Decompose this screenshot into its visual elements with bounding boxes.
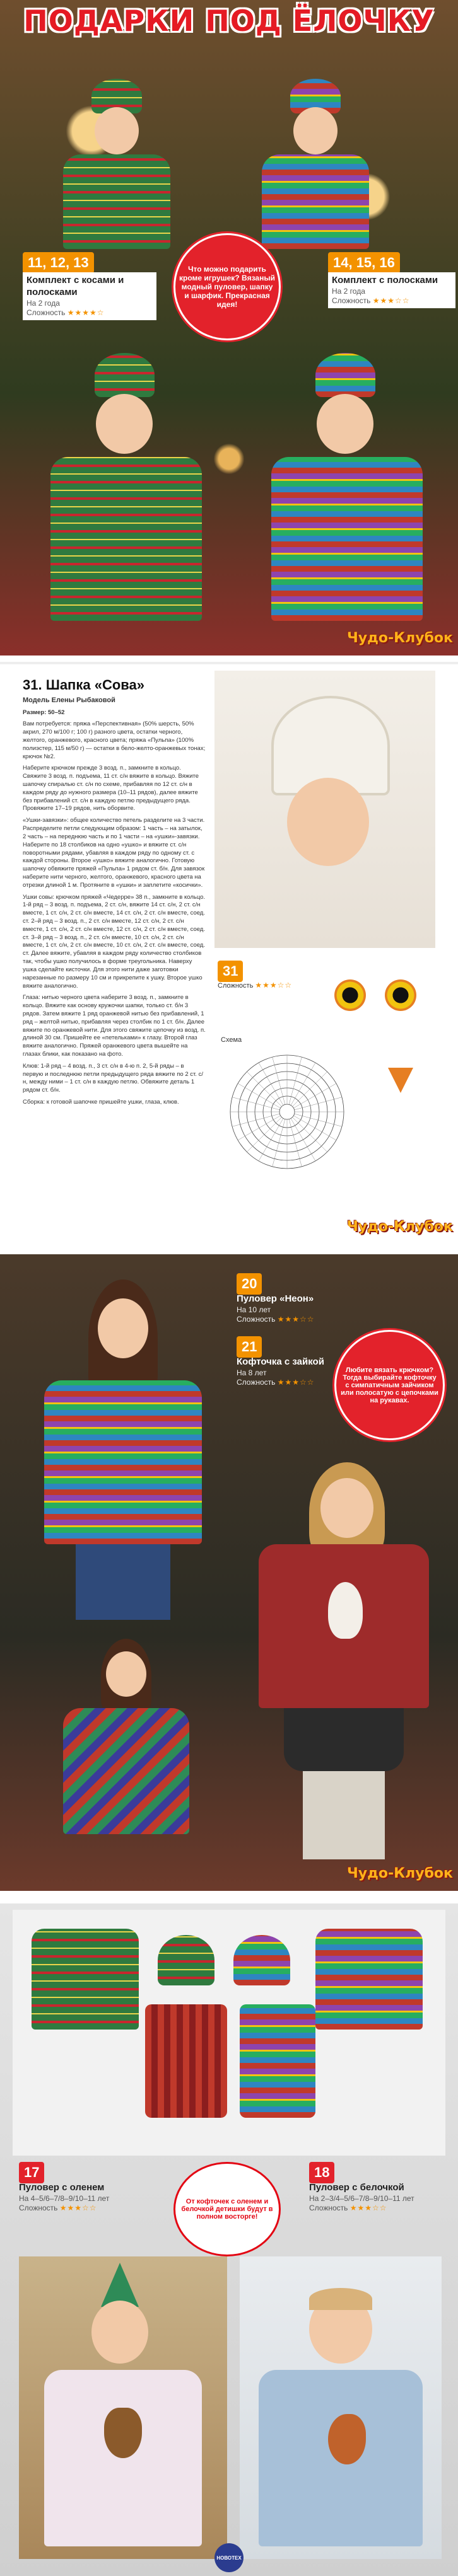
complexity-label: Сложность — [19, 2203, 58, 2212]
complexity-label: Сложность — [218, 982, 254, 990]
owl-size: Размер: 50–52 — [23, 708, 65, 716]
flat-hat-2 — [233, 1935, 290, 1985]
face — [293, 107, 338, 154]
set2-name: Комплект с полосками — [332, 275, 438, 286]
complexity-label: Сложность — [237, 1377, 276, 1387]
photo-owl-eyes — [328, 967, 429, 1036]
owl-base: Наберите крючком прежде 3 возд. п., замкните в кольцо. Свяжите 3 возд. п. подъема, 11 ст. с/н вяжите в кольцо. Вяжите шапочку спиралью ст. с/н по схеме, прибавляя по 12 ст. с/н в каждом ряду до нужного размера (10–11 рядов), далее вяжите без прибавлений ст. с/н в каждую петлю предыдущего ряда. Провяжите 17–19 рядов, нить оборвите. — [23, 765, 199, 812]
complexity-stars: ★★★★☆ — [67, 308, 105, 317]
set2-number-badge: 14, 15, 16 — [328, 252, 400, 274]
page-1 — [0, 0, 458, 656]
scheme-stitch-line — [247, 1117, 281, 1152]
owl-title: Шапка «Сова» — [45, 677, 144, 693]
deer-complexity — [19, 2203, 158, 2213]
complexity-stars: ★★★☆☆ — [59, 2203, 97, 2212]
chevron-sweater — [63, 1708, 189, 1834]
owl-model: Модель Елены Рыбаковой — [23, 696, 115, 704]
speech-bubble-crochet: Любите вязать крючком? Тогда выбирайте кофточку с симпатичным зайчиком или полосатую с цепочками на рукавах. — [334, 1330, 445, 1440]
flat-sweater-2 — [315, 1929, 423, 2030]
eye-left — [334, 979, 366, 1011]
owl-assembly: Сборка: к готовой шапочке пришейте ушки, глаза, клюв. — [23, 1099, 179, 1106]
sweater — [262, 154, 369, 249]
deer-sweater — [44, 2370, 202, 2546]
owl-number: 31. — [23, 677, 42, 693]
neon-age: На 10 лет — [237, 1305, 271, 1314]
bunny-complexity — [237, 1378, 325, 1387]
complexity-label: Сложность — [309, 2203, 348, 2212]
neon-number-badge: 20 — [237, 1273, 262, 1295]
face — [287, 778, 369, 866]
set2-caption — [328, 272, 455, 308]
page-2 — [0, 662, 458, 1244]
complexity-stars: ★★★☆☆ — [277, 1377, 315, 1387]
bunny-caption — [237, 1356, 325, 1387]
squirrel-sweater — [259, 2370, 423, 2546]
photo-kid-2 — [227, 54, 429, 249]
photo-owl-beak — [372, 1055, 429, 1112]
crochet-scheme — [221, 1046, 353, 1178]
hair — [309, 2288, 372, 2310]
scheme-stitch-line — [292, 1117, 327, 1152]
face — [96, 394, 153, 454]
set1-name: Комплект с косами и полосками — [26, 275, 124, 297]
photo-flatlay — [13, 1910, 445, 2156]
photo-deer-girl — [19, 2256, 227, 2559]
speech-bubble-gift-idea: Что можно подарить кроме игрушек? Вязаный модный пуловер, шапку и шарфик. Прекрасная идея! — [173, 233, 281, 340]
photo-kid-4 — [246, 340, 442, 637]
flat-hat-1 — [158, 1935, 214, 1985]
squirrel-caption — [309, 2182, 448, 2213]
page-4 — [0, 1903, 458, 2576]
watermark: Чудо-Клубок — [347, 1866, 453, 1881]
face — [106, 1651, 146, 1697]
face — [320, 1478, 373, 1538]
set1-number-badge: 11, 12, 13 — [23, 252, 94, 274]
speech-bubble-deer-squirrel: От кофточек с оленем и белочкой детишки будут в полном восторге! — [173, 2162, 281, 2256]
owl-ties: «Ушки-завязки»: общее количество петель разделите на 3 части. Распределите петли следующим образом: 1 часть – на затылок, 2 часть – на переднюю часть и по 1 части – на «ушки»-завязки. Наберите по 18 столбиков на одно «ушко» и вяжите ст. с/н поворотными рядами, убавляя в каждом ряду по одному ст. с каждой стороны. Второе «ушко» вяжите аналогично. Готовую шапочку обвяжите пряжей «Пульпа» 1 рядом ст. б/н. Для завязок наберите нити черного, желтого, оранжевого, красного цвета на отрезки длиной 1 м. Протяните в «ушки» и заплетите «косички». — [23, 817, 205, 889]
sweater — [63, 154, 170, 249]
scheme-stitch-line — [292, 1071, 327, 1106]
squirrel-number-badge: 18 — [309, 2162, 334, 2183]
scheme-stitch-line — [247, 1071, 281, 1106]
squirrel-age: На 2–3/4–5/6–7/8–9/10–11 лет — [309, 2193, 414, 2203]
skirt — [284, 1708, 404, 1771]
bunny-name: Кофточка с зайкой — [237, 1356, 324, 1367]
bunny-motif — [328, 1582, 363, 1639]
squirrel-complexity — [309, 2203, 448, 2213]
set1-caption — [23, 272, 156, 320]
set1-complexity — [26, 308, 153, 318]
photo-neon-girl — [19, 1267, 227, 1620]
face — [95, 107, 139, 154]
complexity-stars: ★★★☆☆ — [255, 981, 293, 990]
complexity-stars: ★★★☆☆ — [372, 296, 410, 305]
page-title: ПОДАРКИ ПОД ЁЛОЧКУ — [23, 4, 435, 38]
complexity-label: Сложность — [332, 296, 371, 305]
owl-badge: 31 — [218, 961, 243, 982]
set2-complexity — [332, 296, 452, 306]
hat — [95, 353, 155, 397]
hat — [315, 353, 375, 397]
bunny-sweater — [259, 1544, 429, 1708]
face — [91, 2301, 148, 2364]
owl-complexity — [218, 981, 292, 991]
deer-motif — [104, 2408, 142, 2458]
complexity-label: Сложность — [26, 308, 66, 317]
squirrel-name: Пуловер с белочкой — [309, 2182, 404, 2193]
deer-name: Пуловер с оленем — [19, 2182, 105, 2193]
deer-age: На 4–5/6–7/8–9/10–11 лет — [19, 2193, 110, 2203]
beak — [388, 1068, 413, 1093]
neon-name: Пуловер «Неон» — [237, 1293, 314, 1304]
sweater — [44, 1380, 202, 1544]
owl-instructions — [23, 676, 206, 1111]
sweater — [50, 457, 202, 621]
owl-materials: Вам потребуется: пряжа «Перспективная» (50% шерсть, 50% акрил, 270 м/100 г; 100 г) разного цвета, остатки черного, желтого, оранжевого, красного цвета; пряжа «Пульпа» (100% полиэстер, 115 м/50 г) — остатки в бело-желто-оранжевых тонах; крючок №2. — [23, 720, 206, 760]
eye-right — [385, 979, 416, 1011]
bunny-number-badge: 21 — [237, 1336, 262, 1358]
bunny-age: На 8 лет — [237, 1368, 267, 1377]
owl-beak: Клюв: 1-й ряд – 4 возд. п., 3 ст. с/н в 4-ю п. 2, 5-й ряды – в первую и последнюю петли предыдущего ряда вяжите по 2 ст. с/н, между ними – 1 ст. с/н в каждую петлю. Обвяжите деталь 1 рядом ст. б/н. — [23, 1062, 203, 1094]
deer-number-badge: 17 — [19, 2162, 44, 2183]
owl-ears: Ушки совы: крючком пряжей «Чедерре» 38 п., замкните в кольцо. 1-й ряд – 3 возд. п. подъема, 2 ст. с/н, вяжите 14 ст. с/н, 2 ст. с/н вместе, 1 ст. с/н, 2 ст. с/н вместе, 14 ст. с/н, 2 ст. с/н вместе, соед. ст. 2–й ряд – 3 возд. п., 2 ст. с/н вместе, 12 ст. с/н, 2 ст. с/н вместе, 1 ст. с/н, 2 ст. с/н вместе, 12 ст. с/н, 2 ст. с/н вместе, соед. ст. 3–й ряд – 3 возд. п., 2 ст. с/н вместе, 10 ст. с/н, 2 ст. с/н вместе, 1 ст. с/н, 2 ст. с/н вместе, 10 ст. с/н, 2 ст. с/н вместе, соед. ст. Далее вяжите, убавляя в каждом ряду количество столбиков так, чтобы ушко получилось в форме треугольника. Наверху ушка сделайте кисточки. Для этого нити даже заготовки нарезанные по размеру 10 см и прикрепите к ушку. Второе ушко вяжите аналогично. — [23, 893, 206, 990]
complexity-stars: ★★★☆☆ — [349, 2203, 387, 2212]
owl-eyes: Глаза: нитью черного цвета наберите 3 возд. п., замкните в кольцо. Вяжите как основу кружочки шапки, только ст. б/н 3 рядов. Затем вяжите 1 ряд оранжевой нитью без прибавлений, 1 ряд – желтой нитью, прибавляя через столбик по 1 ст. б/н. Далее вяжите по оранжевой нити. Для этого свяжите цепочку из возд. п. длиной 30 см. Пришейте ее «петельками» к глазу. Второй глаз вяжите аналогично. Пряжей оранжевого цвета вышейте на глазах блики, как показано на фото. — [23, 994, 206, 1058]
photo-squirrel-boy — [240, 2256, 442, 2559]
squirrel-motif — [328, 2414, 366, 2464]
watermark: Чудо-Клубок — [347, 630, 453, 646]
photo-bunny-girl — [246, 1462, 442, 1866]
neon-complexity — [237, 1315, 350, 1324]
flat-scarf-1 — [145, 2004, 227, 2118]
sweater — [271, 457, 423, 621]
photo-kid-3 — [25, 340, 227, 637]
photo-small-girl — [19, 1632, 227, 1866]
owl-heading — [23, 676, 206, 695]
set1-age: На 2 года — [26, 298, 60, 308]
complexity-label: Сложность — [237, 1314, 276, 1324]
deer-caption — [19, 2182, 158, 2213]
publisher-logo: НОВОТЕХ — [214, 2543, 244, 2572]
photo-owl-hat — [214, 671, 435, 948]
flat-sweater-1 — [32, 1929, 139, 2030]
flat-scarf-2 — [240, 2004, 315, 2118]
complexity-stars: ★★★☆☆ — [277, 1314, 315, 1324]
scheme-label: Схема — [221, 1036, 242, 1044]
set2-age: На 2 года — [332, 286, 365, 296]
watermark: Чудо-Клубок — [347, 1219, 453, 1235]
jeans — [76, 1544, 170, 1620]
photo-kid-1 — [19, 54, 208, 249]
legs — [303, 1771, 385, 1859]
face — [98, 1298, 148, 1358]
page-3 — [0, 1254, 458, 1891]
neon-caption — [237, 1293, 350, 1324]
face — [317, 394, 373, 454]
